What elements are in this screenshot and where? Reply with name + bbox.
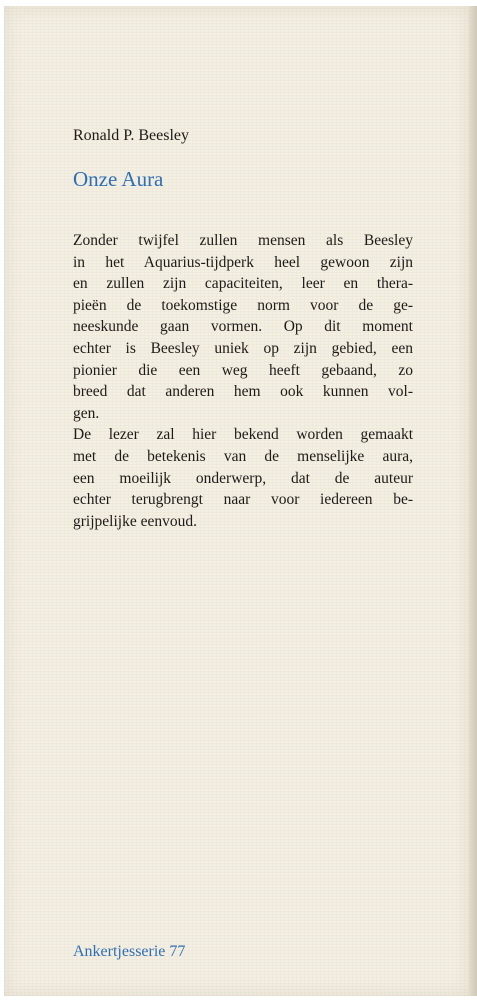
blurb-line: en zullen zijn capaciteiten, leer en thera- [73,275,413,293]
book-title: Onze Aura [73,167,164,191]
cover-edge [469,6,477,996]
blurb-line: pionier die een weg heeft gebaand, zo [73,361,413,379]
series-label: Ankertjesserie 77 [73,943,186,960]
author-name: Ronald P. Beesley [73,127,189,144]
blurb-line: neeskunde gaan vormen. Op dit moment [73,318,413,336]
blurb-line: De lezer zal hier bekend worden gemaakt [73,426,413,444]
blurb-line: gen. [73,404,100,422]
blurb-line: pieën de toekomstige norm voor de ge- [73,296,413,314]
blurb-line: echter is Beesley uniek op zijn gebied, een [73,339,413,357]
blurb-line: grijpelijke eenvoud. [73,512,197,530]
blurb-line: met de betekenis van de menselijke aura, [73,447,413,465]
blurb-line: Zonder twijfel zullen mensen als Beesley [73,232,413,249]
blurb-line: breed dat anderen hem ook kunnen vol- [73,383,413,401]
blurb-line: een moeilijk onderwerp, dat de auteur [73,469,413,487]
blurb-line: in het Aquarius-tijdperk heel gewoon zijn [73,253,413,271]
blurb-text [73,230,413,532]
blurb-line: echter terugbrengt naar voor iedereen be- [73,491,413,509]
